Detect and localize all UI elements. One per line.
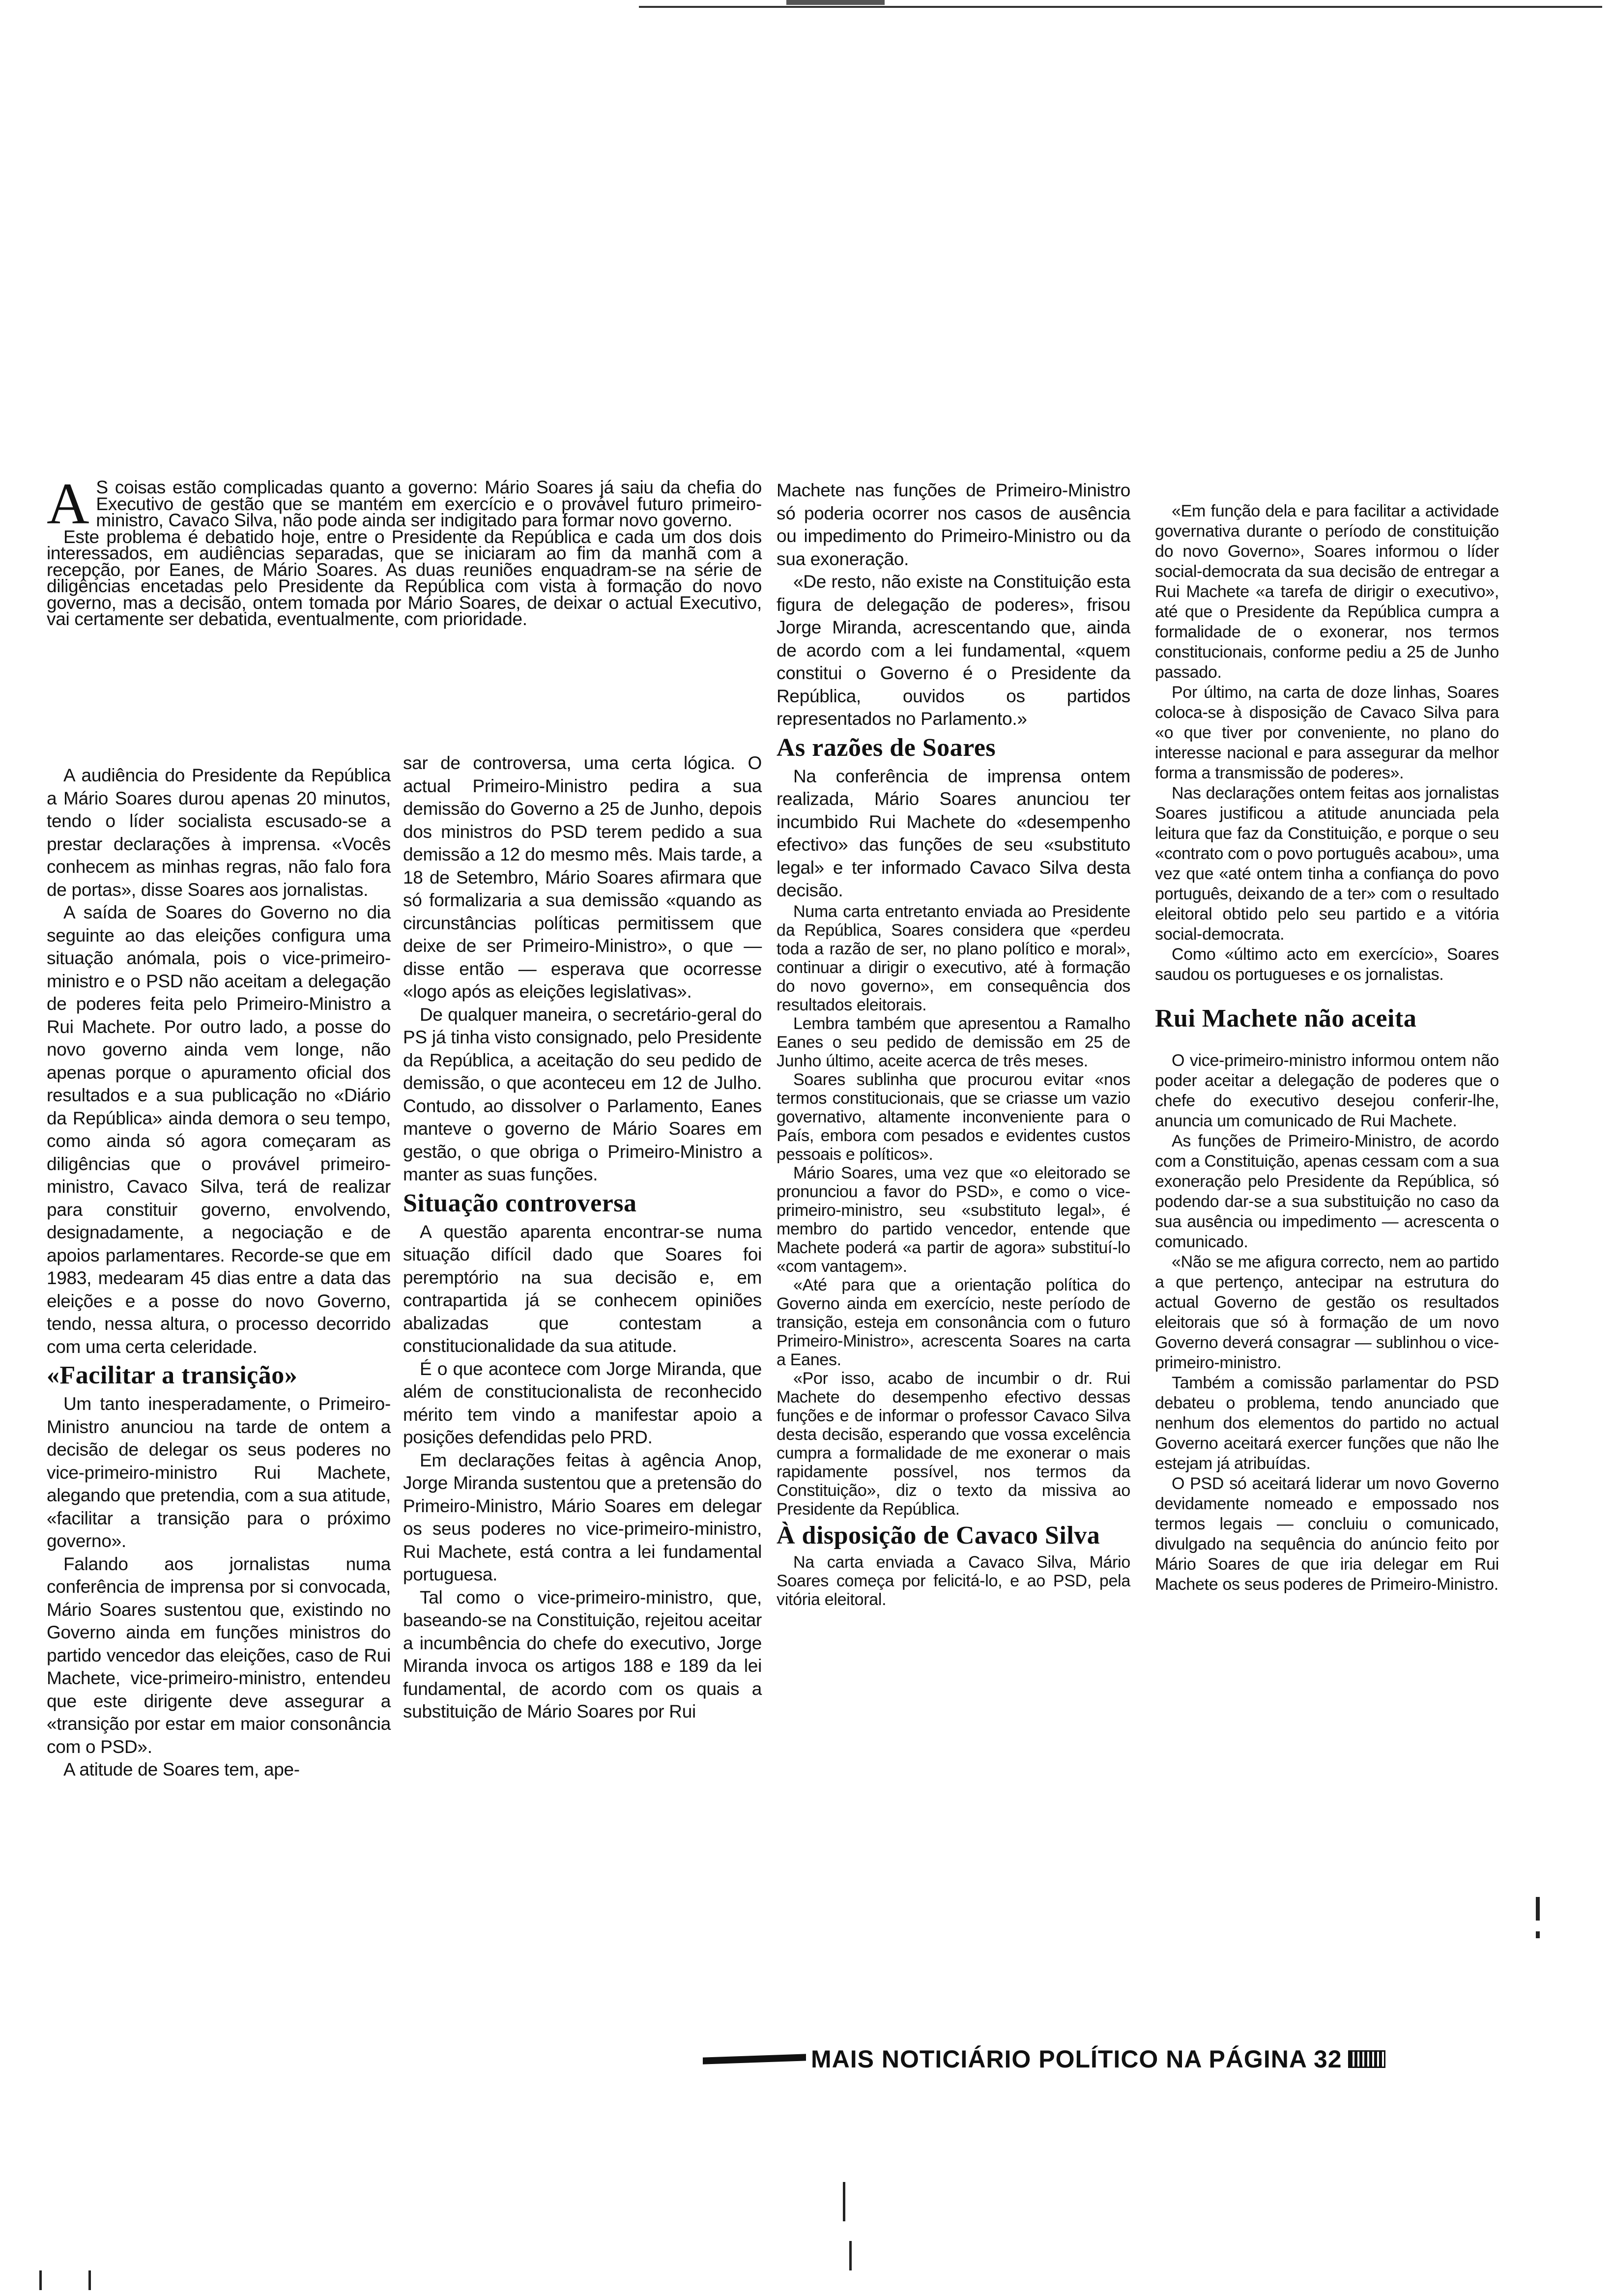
subheading-facilitar: «Facilitar a transição» (47, 1361, 298, 1389)
paragraph: Falando aos jornalistas numa conferência de imprensa por si convocada, Mário Soares sustentou que, existindo no Governo ainda em funções ministros do partido vencedor das eleições, caso de Rui Machete, vice-primeiro-ministro, entendeu que este dirigente deve assegurar a «transição por estar em maior consonância com o PSD». (47, 1553, 391, 1757)
paragraph: Machete nas funções de Primeiro-Ministro só poderia ocorrer nos casos de ausência ou impedimento do Primeiro-Ministro ou da sua exoneração. (777, 480, 1130, 569)
top-rule-mark (786, 0, 885, 5)
paragraph: Nas declarações ontem feitas aos jornalistas Soares justificou a atitude anunciada pela leitura que faz da Constituição, e porque o seu «contrato com o povo português acabou», uma vez que «até ontem tinha a confiança do povo português, deixando de a ter» com o resultado eleitoral obtido pelo seu partido e a vitória social-democrata. (1155, 784, 1499, 944)
subheading-situacao: Situação controversa (403, 1189, 637, 1217)
drop-cap: A (47, 471, 89, 536)
paragraph: A audiência do Presidente da República a Mário Soares durou apenas 20 minutos, tendo o líder socialista escusado-se a prestar declarações à imprensa. «Vocês conhecem as minhas regras, não falo fora de portas», disse Soares aos jornalistas. (47, 765, 391, 900)
paragraph: Mário Soares, uma vez que «o eleitorado se pronunciou a favor do PSD», e como o vice-primeiro-ministro, seu «substituto legal», é membro do partido vencedor, entende que Machete poderá «a partir de agora» substituí-lo «com vantagem». (777, 1163, 1130, 1276)
paragraph: Por último, na carta de doze linhas, Soares coloca-se à disposição de Cavaco Silva para «o que tiver por conveniente, no plano do interesse nacional e para assegurar da melhor forma a transmissão de poderes». (1155, 683, 1499, 782)
banner-arrow-bar (703, 2054, 806, 2064)
lead-paragraphs (47, 471, 762, 629)
paragraph: Tal como o vice-primeiro-ministro, que, baseando-se na Constituição, rejeitou aceitar a incumbência do chefe do executivo, Jorge Miranda invoca os artigos 188 e 189 da lei fundamental, de acordo com os quais a substituição de Mário Soares por Rui (403, 1587, 762, 1722)
scan-artifact (39, 2270, 42, 2290)
subheading-rui-machete: Rui Machete não aceita (1155, 1004, 1417, 1033)
margin-mark (1536, 1931, 1540, 1938)
paragraph: «De resto, não existe na Constituição esta figura de delegação de poderes», frisou Jorge Miranda, acrescentando que, ainda de acordo com a lei fundamental, «quem constitui o Governo é o Presidente da República, ouvidos os partidos representados no Parlamento.» (777, 572, 1130, 729)
paragraph: Também a comissão parlamentar do PSD debateu o problema, tendo anunciado que nenhum dos elementos do partido no actual Governo aceitará exercer funções que não lhe estejam já atribuídas. (1155, 1374, 1499, 1473)
subheading-razoes: As razões de Soares (777, 733, 996, 762)
paragraph: «Não se me afigura correcto, nem ao partido a que pertenço, antecipar na estrutura do actual Governo de gestão os resultados eleitorais que só à formação de um novo Governo deverá consagrar — sublinhou o vice-primeiro-ministro. (1155, 1253, 1499, 1372)
paragraph: Na conferência de imprensa ontem realizada, Mário Soares anunciou ter incumbido Rui Machete do «desempenho efectivo» das funções de seu «substituto legal» e ter informado Cavaco Silva desta decisão. (777, 766, 1130, 900)
scan-artifact (88, 2270, 91, 2290)
paragraph: De qualquer maneira, o secretário-geral do PS já tinha visto consignado, pelo Presidente da República, a aceitação do seu pedido de demissão, o que aconteceu em 12 de Julho. Contudo, ao dissolver o Parlamento, Eanes manteve o governo de Mário Soares em gestão, o que obriga o Primeiro-Ministro a manter as suas funções. (403, 1004, 762, 1184)
paragraph: Na carta enviada a Cavaco Silva, Mário Soares começa por felicitá-lo, e ao PSD, pela vitória eleitoral. (777, 1552, 1130, 1609)
paragraph: Soares sublinha que procurou evitar «nos termos constitucionais, que se criasse um vazio governativo, altamente inconveniente para o País, embora com pesados e evidentes custos pessoais e políticos». (777, 1070, 1130, 1164)
paragraph: «Em função dela e para facilitar a actividade governativa durante o período de constituição do novo Governo», Soares informou o líder social-democrata da sua decisão de entregar a Rui Machete «a tarefa de dirigir o executivo», até que o Presidente da República cumpra a formalidade de o exonerar, nos termos constitucionais, conforme pediu a 25 de Junho passado. (1155, 502, 1499, 682)
paragraph: O vice-primeiro-ministro informou ontem não poder aceitar a delegação de poderes que o chefe do executivo desejou conferir-lhe, anuncia um comunicado de Rui Machete. (1155, 1051, 1499, 1130)
continuation-banner (703, 2042, 1489, 2076)
column-1 (47, 764, 391, 1781)
paragraph: «Por isso, acabo de incumbir o dr. Rui Machete do desempenho efectivo dessas funções e de informar o professor Cavaco Silva desta decisão, esperando que vossa excelência cumpra a formalidade de me exonerar o mais rapidamente possível, nos termos da Constituição», diz o texto da missiva ao Presidente da República. (777, 1369, 1130, 1519)
paragraph: A atitude de Soares tem, ape- (63, 1759, 300, 1779)
lead-paragraph: Este problema é debatido hoje, entre o Presidente da República e cada um dos dois interessados, em audiências separadas, que se iniciaram ao fim da manhã com a recepção, por Eanes, de Mário Soares. As duas reuniões enquadram-se na série de diligências encetadas pelo Presidente da República com vista à formação do novo governo, mas a decisão, ontem tomada por Mário Soares, de deixar o actual Executivo, vai certamente ser debatida, eventualmente, com prioridade. (47, 526, 762, 629)
column-3-small-text (777, 902, 1130, 1609)
paragraph: A saída de Soares do Governo no dia seguinte ao das eleições configura uma situação anómala, pois o vice-primeiro-ministro e o PSD não aceitam a delegação de poderes feita pelo Primeiro-Ministro a Rui Machete. Por outro lado, a posse do novo governo ainda vem longe, não apenas porque o apuramento oficial dos resultados e a sua publicação no «Diário da República» ainda demora o seu tempo, como ainda só agora começaram as diligências que o provável primeiro-ministro, Cavaco Silva, terá de realizar para constituir governo, envolvendo, designadamente, a negociação e de apoios parlamentares. Recorde-se que em 1983, medearam 45 dias entre a data das eleições e a posse do novo Governo, tendo, nessa altura, o processo decorrido com uma certa celeridade. (47, 902, 391, 1357)
paragraph: O PSD só aceitará liderar um novo Governo devidamente nomeado e empossado nos termos legais — concluiu o comunicado, divulgado na sequência do anúncio feito por Mário Soares de que iria delegar em Rui Machete os seus poderes de Primeiro-Ministro. (1155, 1474, 1499, 1594)
paragraph: «Até para que a orientação política do Governo ainda em exercício, neste período de transição, esteja em consonância com o futuro Primeiro-Ministro», acrescenta Soares na carta a Eanes. (777, 1275, 1130, 1369)
paragraph: Um tanto inesperadamente, o Primeiro-Ministro anunciou na tarde de ontem a decisão de delegar os seus poderes no vice-primeiro-ministro Rui Machete, alegando que pretendia, com a sua atitude, «facilitar a transição para o próximo governo». (47, 1394, 391, 1551)
paragraph: A questão aparenta encontrar-se numa situação difícil dado que Soares foi peremptório na sua decisão e, em contrapartida já se conhecem opiniões abalizadas que contestam a constitucionalidade da sua atitude. (403, 1221, 762, 1356)
paragraph: Numa carta entretanto enviada ao Presidente da República, Soares considera que «perdeu toda a razão de ser, no plano político e moral», continuar a dirigir o executivo, até à formação do novo governo», em consequência dos resultados eleitorais. (777, 902, 1130, 1014)
banner-text: MAIS NOTICIÁRIO POLÍTICO NA PÁGINA 32 (811, 2045, 1342, 2073)
lead-paragraph: A S coisas estão complicadas quanto a governo: Mário Soares já saiu da chefia do Executivo de gestão que se mantém em exercício e o provável futuro primeiro-ministro, Cavaco Silva, não pode ainda ser indigitado para formar novo governo. (47, 471, 762, 536)
margin-mark (1536, 1897, 1540, 1921)
paragraph: As funções de Primeiro-Ministro, de acordo com a Constituição, apenas cessam com a sua exoneração pelo Presidente da República, só podendo dar-se a sua substituição no caso da sua ausência ou impedimento — acrescenta o comunicado. (1155, 1132, 1499, 1251)
column-4 (1155, 501, 1499, 1595)
paragraph: Lembra também que apresentou a Ramalho Eanes o seu pedido de demissão em 25 de Junho último, aceite acerca de três meses. (777, 1014, 1130, 1070)
subheading-disposicao: À disposição de Cavaco Silva (777, 1521, 1100, 1550)
banner-mark-icon (1348, 2050, 1385, 2068)
paragraph: É o que acontece com Jorge Miranda, que além de constitucionalista de reconhecido mérito tem vindo a manifestar apoio a posições defendidas pelo PRD. (403, 1358, 762, 1447)
paragraph: Em declarações feitas à agência Anop, Jorge Miranda sustentou que a pretensão do Primeiro-Ministro, Mário Soares em delegar os seus poderes no vice-primeiro-ministro, Rui Machete, está contra a lei fundamental portuguesa. (403, 1450, 762, 1584)
paragraph: Como «último acto em exercício», Soares saudou os portugueses e os jornalistas. (1155, 945, 1499, 984)
column-2 (403, 752, 762, 1723)
paragraph: sar de controversa, uma certa lógica. O actual Primeiro-Ministro pedira a sua demissão do Governo a 25 de Junho, depois dos ministros do PSD terem pedido a sua demissão a 12 do mesmo mês. Mais tarde, a 18 de Setembro, Mário Soares afirmara que só formalizaria a sua demissão «quando as circunstâncias políticas permitissem que deixe de ser Primeiro-Ministro», o que — disse então — esperava que ocorresse «logo após as eleições legislativas». (403, 753, 762, 1002)
column-3 (777, 479, 1130, 1609)
scan-artifact (849, 2241, 852, 2270)
scan-artifact (843, 2182, 845, 2221)
top-rule (639, 6, 1602, 8)
